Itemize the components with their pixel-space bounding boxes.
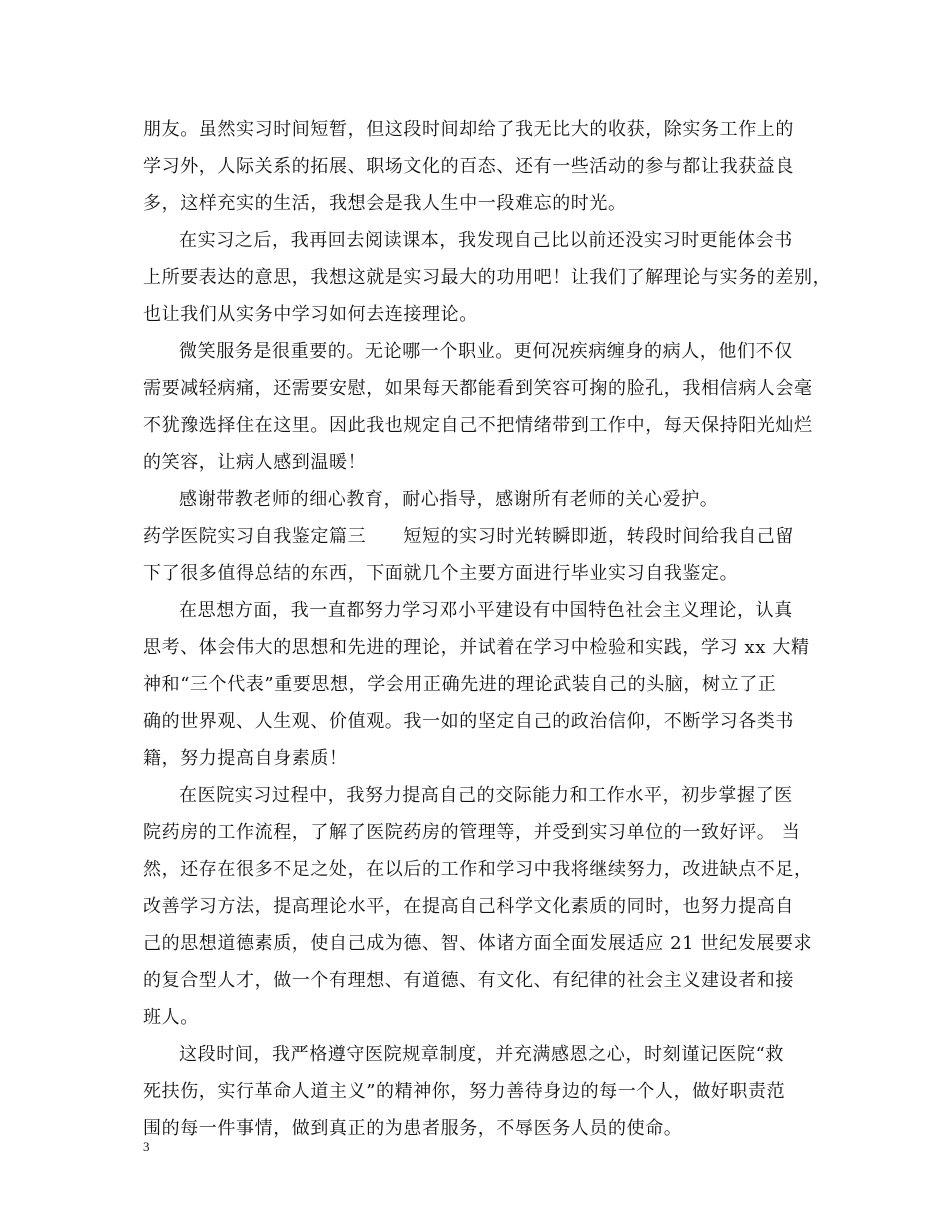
text-line: 改善学习方法，提高理论水平，在提高自己科学文化素质的同时，也努力提高自 — [143, 896, 794, 917]
text-line: 在思想方面，我一直都努力学习邓小平建设有中国特色社会主义理论，认真 — [179, 600, 793, 621]
text-line: 班人。 — [143, 1007, 199, 1028]
text-line: 也让我们从实务中学习如何去连接理论。 — [143, 304, 478, 325]
text-line: 下了很多值得总结的东西，下面就几个主要方面进行毕业实习自我鉴定。 — [143, 563, 739, 584]
text-line: 的复合型人才，做一个有理想、有道德、有文化、有纪律的社会主义建设者和接 — [143, 970, 794, 991]
text-line: 朋友。虽然实习时间短暂，但这段时间却给了我无比大的收获，除实务工作上的 — [143, 119, 794, 140]
text-line: 院药房的工作流程，了解了医院药房的管理等，并受到实习单位的一致好评。 当 — [143, 822, 801, 843]
section-heading-line: 药学医院实习自我鉴定篇三 短短的实习时光转瞬即逝，转段时间给我自己留 — [143, 526, 794, 547]
text-line: 的笑容，让病人感到温暖！ — [143, 452, 367, 473]
text-line: 然，还存在很多不足之处，在以后的工作和学习中我将继续努力，改进缺点不足， — [143, 859, 813, 880]
text-line: 学习外，人际关系的拓展、职场文化的百态、还有一些活动的参与都让我获益良 — [143, 156, 794, 177]
text-line: 确的世界观、人生观、价值观。我一如的坚定自己的政治信仰，不断学习各类书 — [143, 711, 794, 732]
text-line: 微笑服务是很重要的。无论哪一个职业。更何况疾病缠身的病人，他们不仅 — [179, 341, 793, 362]
text-line: 不犹豫选择住在这里。因此我也规定自己不把情绪带到工作中，每天保持阳光灿烂 — [143, 415, 813, 436]
text-line: 神和“三个代表”重要思想，学会用正确先进的理论武装自己的头脑，树立了正 — [143, 674, 777, 695]
text-line: 围的每一件事情，做到真正的为患者服务，不辱医务人员的使命。 — [143, 1118, 683, 1139]
text-line: 在医院实习过程中，我努力提高自己的交际能力和工作水平，初步掌握了医 — [179, 785, 793, 806]
text-line: 在实习之后，我再回去阅读课本，我发现自己比以前还没实习时更能体会书 — [179, 230, 793, 251]
text-line: 思考、体会伟大的思想和先进的理论，并试着在学习中检验和实践，学习 xx 大精 — [143, 637, 810, 658]
text-line: 这段时间，我严格遵守医院规章制度，并充满感恩之心，时刻谨记医院“救 — [179, 1044, 784, 1065]
text-line: 己的思想道德素质，使自己成为德、智、体诸方面全面发展适应 21 世纪发展要求 — [143, 933, 813, 954]
text-line: 需要减轻病痛，还需要安慰，如果每天都能看到笑容可掬的脸孔，我相信病人会毫 — [143, 378, 813, 399]
text-line: 上所要表达的意思，我想这就是实习最大的功用吧！让我们了解理论与实务的差别， — [143, 267, 832, 288]
page-number: 3 — [143, 1139, 150, 1154]
text-line: 多，这样充实的生活，我想会是我人生中一段难忘的时光。 — [143, 193, 627, 214]
text-line: 籍，努力提高自身素质！ — [143, 748, 348, 769]
text-line: 感谢带教老师的细心教育，耐心指导，感谢所有老师的关心爱护。 — [179, 489, 719, 510]
text-line: 死扶伤，实行革命人道主义”的精神你，努力善待身边的每一个人，做好职责范 — [143, 1081, 786, 1102]
